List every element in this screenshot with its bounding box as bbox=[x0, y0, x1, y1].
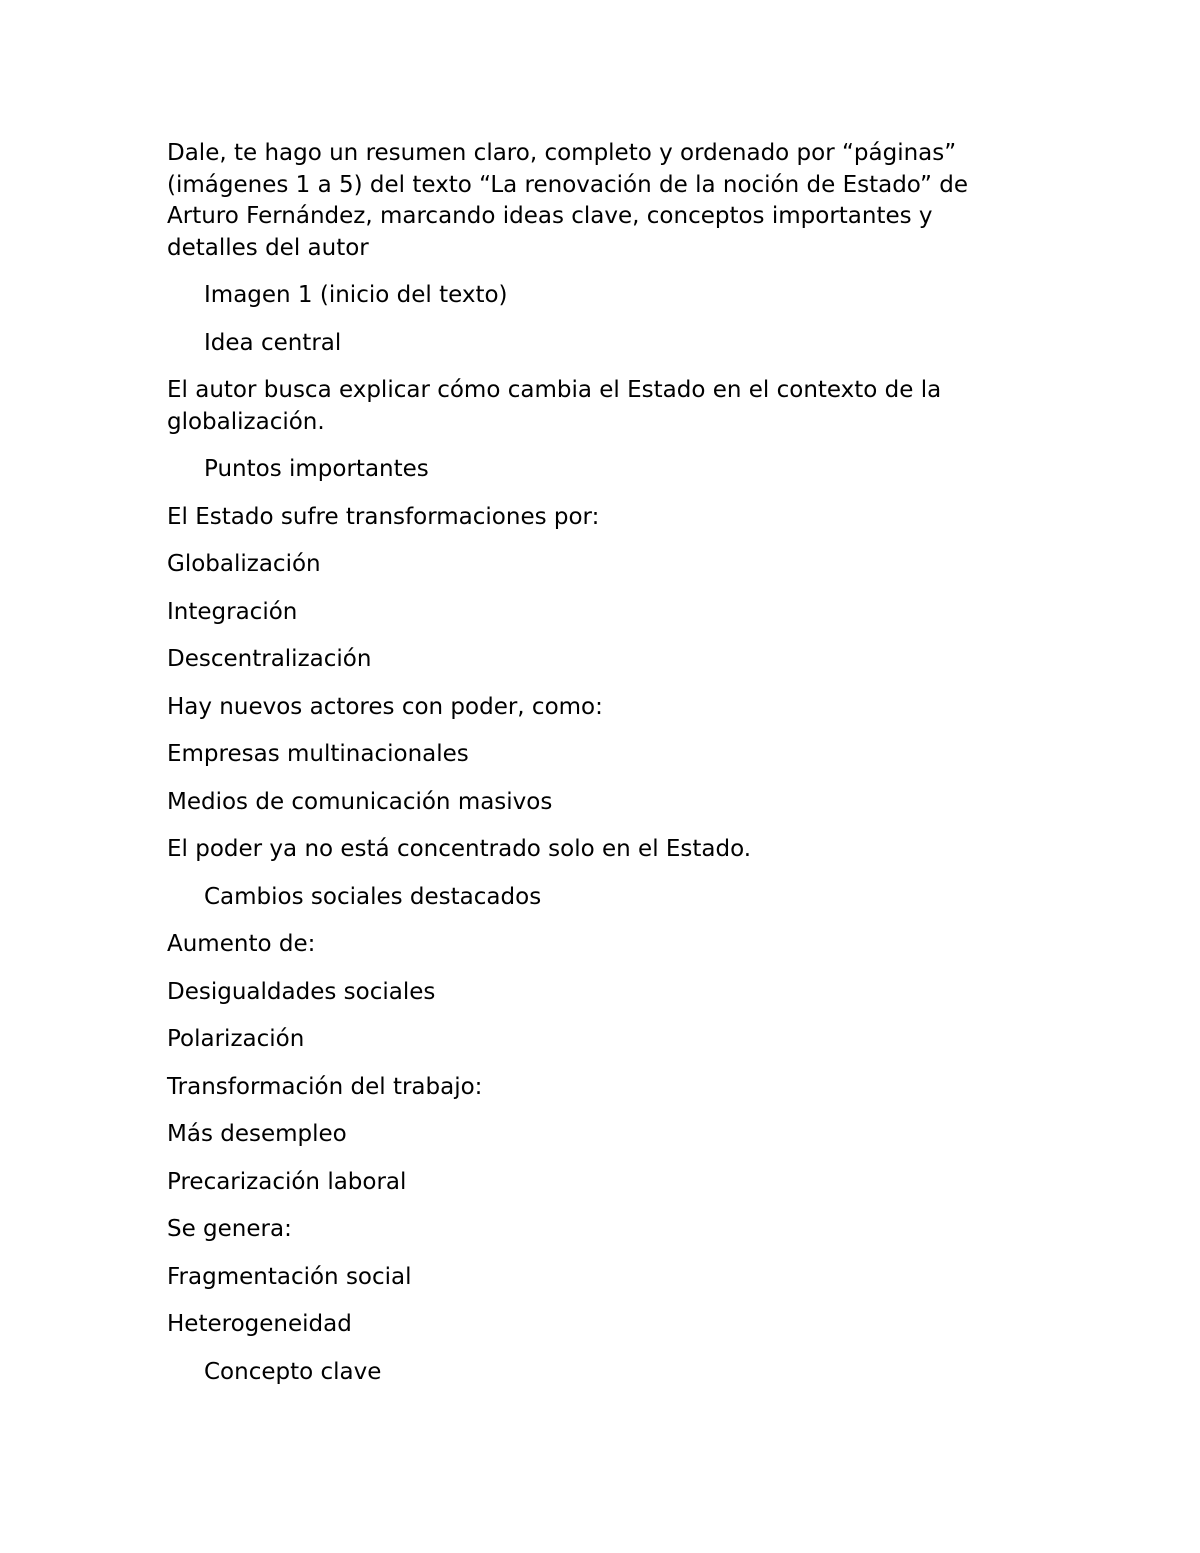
subheading-idea-central: Idea central bbox=[204, 329, 342, 356]
list-item: Precarización laboral bbox=[167, 1168, 407, 1195]
list-item: Globalización bbox=[167, 551, 321, 577]
list-item: Integración bbox=[167, 598, 298, 625]
body-paragraph: El poder ya no está concentrado solo en el Estado. bbox=[167, 836, 752, 862]
document-body bbox=[167, 138, 1007, 1404]
body-paragraph: Se genera: bbox=[167, 1216, 292, 1242]
intro-paragraph: Dale, te hago un resumen claro, completo y ordenado por “páginas” (imágenes 1 a 5) del texto “La renovación de la noción de Estado” de Arturo Fernández, marcando ideas clave, conceptos importantes y detalles del autor bbox=[167, 140, 969, 261]
subheading-cambios-sociales: Cambios sociales destacados bbox=[204, 883, 542, 910]
list-item: Más desempleo bbox=[167, 1121, 347, 1147]
body-paragraph: Transformación del trabajo: bbox=[167, 1073, 483, 1100]
body-paragraph: Aumento de: bbox=[167, 931, 316, 957]
list-item: Empresas multinacionales bbox=[167, 741, 469, 767]
body-paragraph: El autor busca explicar cómo cambia el Estado en el contexto de la globalización. bbox=[167, 377, 942, 435]
list-item: Heterogeneidad bbox=[167, 1311, 352, 1337]
body-paragraph: El Estado sufre transformaciones por: bbox=[167, 503, 600, 530]
list-item: Polarización bbox=[167, 1026, 305, 1052]
subheading-concepto-clave: Concepto clave bbox=[204, 1358, 382, 1385]
body-paragraph: Hay nuevos actores con poder, como: bbox=[167, 693, 603, 720]
subheading-puntos-importantes: Puntos importantes bbox=[204, 456, 429, 482]
list-item: Descentralización bbox=[167, 646, 372, 672]
list-item: Fragmentación social bbox=[167, 1263, 412, 1290]
section-heading-imagen-1: Imagen 1 (inicio del texto) bbox=[204, 282, 508, 308]
list-item: Desigualdades sociales bbox=[167, 978, 436, 1005]
list-item: Medios de comunicación masivos bbox=[167, 788, 553, 815]
